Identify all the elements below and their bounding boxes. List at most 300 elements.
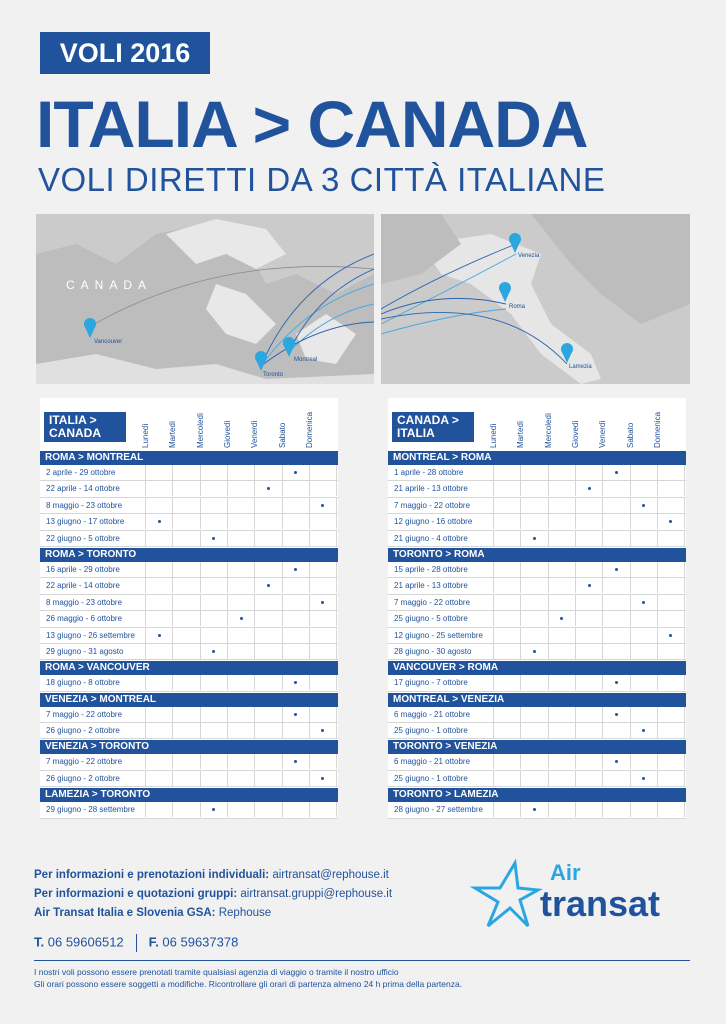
grid-line xyxy=(548,644,549,659)
grid-line xyxy=(172,771,173,786)
grid-line xyxy=(684,465,685,480)
route-header: TORONTO > LAMEZIA xyxy=(388,788,686,802)
grid-line xyxy=(309,771,310,786)
grid-line xyxy=(227,595,228,610)
grid-line xyxy=(493,675,494,690)
grid-line xyxy=(282,707,283,722)
phone-number: 06 59606512 xyxy=(47,934,124,950)
grid-line xyxy=(575,595,576,610)
grid-line xyxy=(602,723,603,738)
schedule-row xyxy=(40,578,338,594)
day-label: Domenica xyxy=(304,411,314,448)
grid-line xyxy=(493,611,494,626)
grid-line xyxy=(657,465,658,480)
grid-line xyxy=(145,562,146,577)
grid-line xyxy=(493,465,494,480)
day-label: Mercoledì xyxy=(195,412,205,448)
phone-label: T. xyxy=(34,934,45,950)
schedule-row xyxy=(40,595,338,611)
grid-line xyxy=(520,578,521,593)
grid-line xyxy=(630,498,631,513)
grid-line xyxy=(630,514,631,529)
schedule-row xyxy=(388,771,686,787)
grid-line xyxy=(548,514,549,529)
grid-line xyxy=(309,481,310,496)
grid-line xyxy=(336,481,337,496)
day-label: Domenica xyxy=(652,411,662,448)
date-range: 8 maggio - 23 ottobre xyxy=(46,597,123,607)
grid-line xyxy=(684,802,685,817)
grid-line xyxy=(254,707,255,722)
grid-line xyxy=(336,644,337,659)
schedule-row xyxy=(40,498,338,514)
table-label: CANADA > ITALIA xyxy=(392,412,474,442)
flight-day-dot xyxy=(533,808,536,811)
grid-line xyxy=(145,802,146,817)
grid-line xyxy=(309,628,310,643)
info-individual-label: Per informazioni e prenotazioni individuali: xyxy=(34,869,270,881)
grid-line xyxy=(684,675,685,690)
date-range: 17 giugno - 7 ottobre xyxy=(394,678,468,688)
grid-line xyxy=(172,595,173,610)
grid-line xyxy=(227,465,228,480)
schedule-row xyxy=(388,723,686,739)
flight-day-dot xyxy=(588,487,591,490)
grid-line xyxy=(200,578,201,593)
gsa-name: Rephouse xyxy=(218,907,272,919)
day-label: Mercoledì xyxy=(543,412,553,448)
grid-line xyxy=(336,611,337,626)
grid-line xyxy=(145,675,146,690)
flight-day-dot xyxy=(158,520,161,523)
flight-day-dot xyxy=(642,729,645,732)
grid-line xyxy=(282,802,283,817)
grid-line xyxy=(145,514,146,529)
day-label: Lunedì xyxy=(141,423,150,448)
flight-day-dot xyxy=(212,650,215,653)
grid-line xyxy=(282,514,283,529)
flight-day-dot xyxy=(294,760,297,763)
date-range: 29 giugno - 28 settembre xyxy=(46,805,135,815)
grid-line xyxy=(200,595,201,610)
grid-line xyxy=(145,578,146,593)
grid-line xyxy=(684,771,685,786)
date-range: 28 giugno - 27 settembre xyxy=(394,805,483,815)
grid-line xyxy=(520,802,521,817)
grid-line xyxy=(254,498,255,513)
grid-line xyxy=(282,562,283,577)
flight-day-dot xyxy=(212,808,215,811)
grid-line xyxy=(520,498,521,513)
fax-number: 06 59637378 xyxy=(162,934,239,950)
day-label: Sabato xyxy=(625,422,635,448)
grid-line xyxy=(630,771,631,786)
grid-line xyxy=(630,595,631,610)
grid-line xyxy=(227,481,228,496)
grid-line xyxy=(657,628,658,643)
date-range: 28 giugno - 30 agosto xyxy=(394,646,472,656)
grid-line xyxy=(227,771,228,786)
grid-line xyxy=(254,628,255,643)
grid-line xyxy=(657,802,658,817)
grid-line xyxy=(630,644,631,659)
date-range: 21 aprile - 13 ottobre xyxy=(394,484,468,494)
flight-day-dot xyxy=(294,681,297,684)
day-label: Martedì xyxy=(516,420,526,448)
grid-line xyxy=(684,562,685,577)
schedule-row xyxy=(388,644,686,660)
grid-line xyxy=(172,562,173,577)
grid-line xyxy=(493,531,494,546)
logo-air: Air xyxy=(550,860,581,885)
grid-line xyxy=(520,531,521,546)
route-header: ROMA > TORONTO xyxy=(40,548,338,562)
grid-line xyxy=(630,465,631,480)
phone-numbers xyxy=(34,934,238,952)
grid-line xyxy=(630,707,631,722)
grid-line xyxy=(493,628,494,643)
grid-line xyxy=(282,481,283,496)
grid-line xyxy=(548,707,549,722)
grid-line xyxy=(336,675,337,690)
air-transat-logo xyxy=(470,858,690,938)
grid-line xyxy=(493,578,494,593)
grid-line xyxy=(602,578,603,593)
grid-line xyxy=(282,723,283,738)
grid-line xyxy=(575,644,576,659)
grid-line xyxy=(254,562,255,577)
svg-text:Roma: Roma xyxy=(509,304,526,310)
grid-line xyxy=(282,644,283,659)
date-range: 26 giugno - 2 ottobre xyxy=(46,773,120,783)
grid-line xyxy=(602,707,603,722)
flight-day-dot xyxy=(642,777,645,780)
grid-line xyxy=(602,595,603,610)
flight-day-dot xyxy=(615,760,618,763)
grid-line xyxy=(336,465,337,480)
grid-line xyxy=(336,628,337,643)
grid-line xyxy=(520,644,521,659)
flight-day-dot xyxy=(533,537,536,540)
grid-line xyxy=(548,754,549,769)
schedule-row xyxy=(40,562,338,578)
day-label: Sabato xyxy=(277,422,287,448)
schedule-row xyxy=(388,562,686,578)
grid-line xyxy=(200,531,201,546)
grid-line xyxy=(684,578,685,593)
schedule-row xyxy=(388,514,686,530)
grid-line xyxy=(630,675,631,690)
grid-line xyxy=(309,498,310,513)
date-range: 13 giugno - 26 settembre xyxy=(46,630,135,640)
flight-day-dot xyxy=(321,504,324,507)
grid-line xyxy=(309,802,310,817)
grid-line xyxy=(282,595,283,610)
flight-day-dot xyxy=(321,777,324,780)
grid-line xyxy=(336,802,337,817)
grid-line xyxy=(548,481,549,496)
date-range: 6 maggio - 21 ottobre xyxy=(394,757,471,767)
grid-line xyxy=(520,675,521,690)
date-range: 12 giugno - 16 ottobre xyxy=(394,517,473,527)
flight-day-dot xyxy=(267,487,270,490)
grid-line xyxy=(227,628,228,643)
grid-line xyxy=(657,723,658,738)
schedule-row xyxy=(40,802,338,818)
grid-line xyxy=(657,754,658,769)
grid-line xyxy=(254,802,255,817)
date-range: 21 aprile - 13 ottobre xyxy=(394,581,468,591)
grid-line xyxy=(227,675,228,690)
schedule-canada-italia xyxy=(388,398,686,819)
grid-line xyxy=(145,723,146,738)
date-range: 29 giugno - 31 agosto xyxy=(46,646,124,656)
schedule-row xyxy=(40,628,338,644)
grid-line xyxy=(602,481,603,496)
grid-line xyxy=(145,595,146,610)
schedule-row xyxy=(40,707,338,723)
grid-line xyxy=(309,595,310,610)
grid-line xyxy=(548,531,549,546)
individual-email-link[interactable]: airtransat@rephouse.it xyxy=(272,869,389,881)
grid-line xyxy=(575,531,576,546)
flight-day-dot xyxy=(588,584,591,587)
grid-line xyxy=(602,611,603,626)
grid-line xyxy=(172,578,173,593)
grid-line xyxy=(336,578,337,593)
grid-line xyxy=(145,481,146,496)
table-header xyxy=(388,398,686,450)
grid-line xyxy=(172,644,173,659)
table-label: ITALIA > CANADA xyxy=(44,412,126,442)
grid-line xyxy=(630,628,631,643)
grid-line xyxy=(200,628,201,643)
grid-line xyxy=(493,498,494,513)
grid-line xyxy=(172,531,173,546)
footnote xyxy=(34,966,462,990)
grid-line xyxy=(309,723,310,738)
route-header: VANCOUVER > ROMA xyxy=(388,661,686,675)
grid-line xyxy=(282,675,283,690)
grid-line xyxy=(309,644,310,659)
flight-day-dot xyxy=(615,681,618,684)
grid-line xyxy=(200,498,201,513)
date-range: 26 giugno - 2 ottobre xyxy=(46,726,120,736)
schedule-row xyxy=(388,498,686,514)
flight-day-dot xyxy=(267,584,270,587)
grid-line xyxy=(684,481,685,496)
flight-day-dot xyxy=(560,617,563,620)
route-header: ROMA > VANCOUVER xyxy=(40,661,338,675)
date-range: 22 giugno - 5 ottobre xyxy=(46,533,120,543)
grid-line xyxy=(172,465,173,480)
grid-line xyxy=(520,771,521,786)
grid-line xyxy=(602,675,603,690)
grid-line xyxy=(657,707,658,722)
date-range: 7 maggio - 22 ottobre xyxy=(394,500,471,510)
schedule-row xyxy=(388,481,686,497)
grid-line xyxy=(254,644,255,659)
date-range: 7 maggio - 22 ottobre xyxy=(46,709,123,719)
grid-line xyxy=(172,802,173,817)
grid-line xyxy=(575,802,576,817)
date-range: 12 giugno - 25 settembre xyxy=(394,630,483,640)
grid-line xyxy=(172,481,173,496)
grid-line xyxy=(657,498,658,513)
grid-line xyxy=(548,723,549,738)
groups-email-link[interactable]: airtransat.gruppi@rephouse.it xyxy=(240,888,393,900)
logo-transat: transat xyxy=(540,883,661,924)
grid-line xyxy=(336,707,337,722)
grid-line xyxy=(145,707,146,722)
grid-line xyxy=(282,628,283,643)
grid-line xyxy=(602,802,603,817)
grid-line xyxy=(172,498,173,513)
date-range: 7 maggio - 22 ottobre xyxy=(394,597,471,607)
grid-line xyxy=(309,514,310,529)
date-range: 18 giugno - 8 ottobre xyxy=(46,678,120,688)
flight-day-dot xyxy=(615,568,618,571)
grid-line xyxy=(336,562,337,577)
flight-day-dot xyxy=(321,729,324,732)
grid-line xyxy=(493,707,494,722)
grid-line xyxy=(227,723,228,738)
date-range: 22 aprile - 14 ottobre xyxy=(46,581,120,591)
day-label: Giovedì xyxy=(570,420,580,448)
footnote-line: Gli orari possono essere soggetti a modifiche. Ricontrollare gli orari di partenza almeno 24 h prima della partenza. xyxy=(34,979,463,989)
route-header: MONTREAL > VENEZIA xyxy=(388,693,686,707)
grid-line xyxy=(200,771,201,786)
grid-line xyxy=(282,578,283,593)
route-header: MONTREAL > ROMA xyxy=(388,451,686,465)
grid-line xyxy=(309,707,310,722)
grid-line xyxy=(684,707,685,722)
grid-line xyxy=(657,675,658,690)
grid-line xyxy=(548,595,549,610)
grid-line xyxy=(200,514,201,529)
schedule-row xyxy=(40,771,338,787)
grid-line xyxy=(630,578,631,593)
grid-line xyxy=(520,707,521,722)
grid-line xyxy=(602,531,603,546)
date-range: 25 giugno - 1 ottobre xyxy=(394,726,468,736)
grid-line xyxy=(336,723,337,738)
grid-line xyxy=(548,578,549,593)
grid-line xyxy=(172,754,173,769)
grid-line xyxy=(684,531,685,546)
date-range: 7 maggio - 22 ottobre xyxy=(46,757,123,767)
grid-line xyxy=(309,578,310,593)
grid-line xyxy=(200,707,201,722)
grid-line xyxy=(145,628,146,643)
grid-line xyxy=(172,611,173,626)
grid-line xyxy=(575,578,576,593)
day-label: Lunedì xyxy=(489,423,498,448)
grid-line xyxy=(548,771,549,786)
day-label: Giovedì xyxy=(222,420,232,448)
grid-line xyxy=(684,611,685,626)
grid-line xyxy=(493,771,494,786)
grid-line xyxy=(282,498,283,513)
grid-line xyxy=(254,723,255,738)
grid-line xyxy=(254,465,255,480)
grid-line xyxy=(520,611,521,626)
page-title: ITALIA > CANADA xyxy=(36,87,588,161)
grid-line xyxy=(520,481,521,496)
grid-line xyxy=(336,595,337,610)
grid-line xyxy=(548,675,549,690)
grid-line xyxy=(254,595,255,610)
grid-line xyxy=(520,595,521,610)
grid-line xyxy=(493,481,494,496)
route-header: VENEZIA > MONTREAL xyxy=(40,693,338,707)
grid-line xyxy=(493,562,494,577)
grid-line xyxy=(254,514,255,529)
svg-text:Lamezia: Lamezia xyxy=(569,364,592,370)
grid-line xyxy=(575,675,576,690)
grid-line xyxy=(172,514,173,529)
grid-line xyxy=(282,771,283,786)
grid-line xyxy=(575,754,576,769)
grid-line xyxy=(602,754,603,769)
divider xyxy=(34,960,690,961)
schedule-row xyxy=(40,723,338,739)
date-range: 8 maggio - 23 ottobre xyxy=(46,500,123,510)
grid-line xyxy=(227,562,228,577)
grid-line xyxy=(336,754,337,769)
grid-line xyxy=(336,531,337,546)
grid-line xyxy=(200,802,201,817)
grid-line xyxy=(575,481,576,496)
grid-line xyxy=(493,644,494,659)
grid-line xyxy=(200,611,201,626)
flight-day-dot xyxy=(669,634,672,637)
route-header: VENEZIA > TORONTO xyxy=(40,740,338,754)
canada-label: CANADA xyxy=(66,278,153,292)
grid-line xyxy=(227,754,228,769)
grid-line xyxy=(602,628,603,643)
grid-line xyxy=(657,611,658,626)
schedule-row xyxy=(388,628,686,644)
grid-line xyxy=(520,465,521,480)
grid-line xyxy=(227,531,228,546)
flight-day-dot xyxy=(212,537,215,540)
grid-line xyxy=(172,707,173,722)
grid-line xyxy=(172,675,173,690)
grid-line xyxy=(548,611,549,626)
contact-info xyxy=(34,866,392,923)
canada-map xyxy=(36,214,374,384)
flight-day-dot xyxy=(158,634,161,637)
grid-line xyxy=(657,562,658,577)
day-label: Venerdì xyxy=(250,420,260,448)
grid-line xyxy=(227,578,228,593)
grid-line xyxy=(282,611,283,626)
grid-line xyxy=(630,611,631,626)
grid-line xyxy=(309,531,310,546)
svg-text:Toronto: Toronto xyxy=(263,372,284,378)
grid-line xyxy=(336,514,337,529)
grid-line xyxy=(630,802,631,817)
grid-line xyxy=(657,481,658,496)
date-range: 2 aprile - 29 ottobre xyxy=(46,468,116,477)
grid-line xyxy=(520,723,521,738)
grid-line xyxy=(493,514,494,529)
grid-line xyxy=(684,644,685,659)
route-header: TORONTO > VENEZIA xyxy=(388,740,686,754)
grid-line xyxy=(336,771,337,786)
grid-line xyxy=(200,754,201,769)
